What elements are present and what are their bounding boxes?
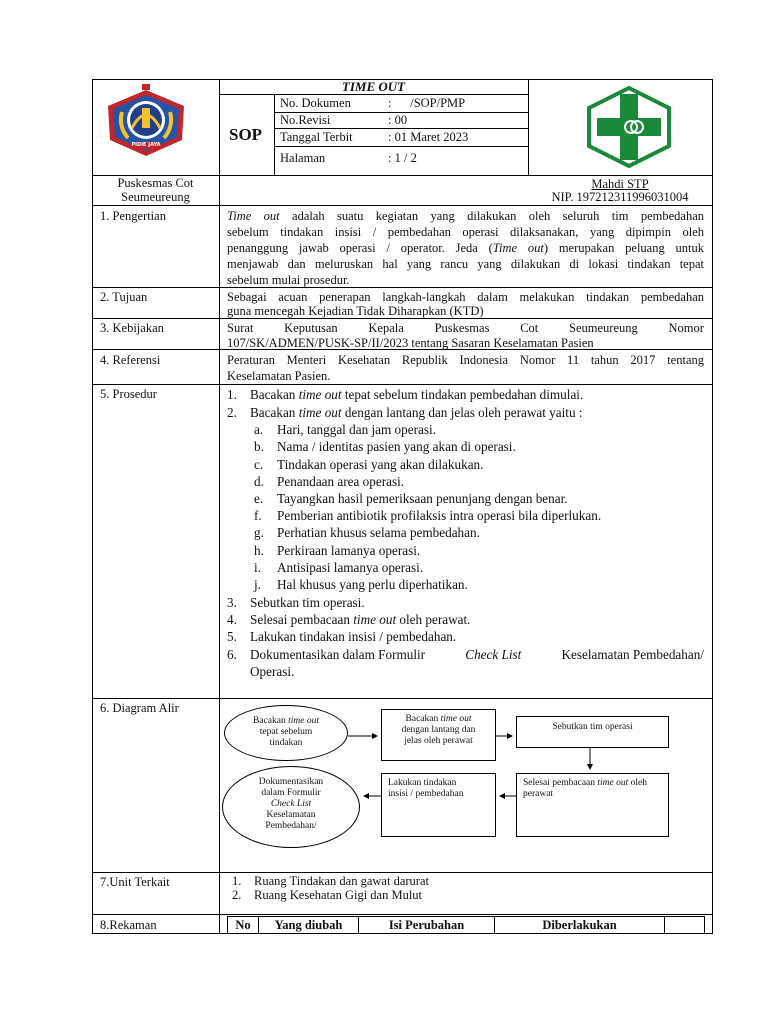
flow-node-start: Bacakan time out tepat sebelum tindakan (224, 705, 348, 761)
section-label-rekaman: 8.Rekaman (100, 918, 157, 932)
flow-node-finish-reading: Selesai pembacaan time out oleh perawat (516, 773, 669, 837)
section-label-prosedur: 5. Prosedur (100, 387, 157, 401)
section-label-pengertian: 1. Pengertian (100, 209, 166, 223)
list-item: a. (254, 422, 264, 437)
section-label-tujuan: 2. Tujuan (100, 290, 148, 304)
section-label-referensi: 4. Referensi (100, 353, 161, 367)
list-item: h. (254, 543, 264, 558)
list-item: b. (254, 439, 264, 454)
section-label-kebijakan: 3. Kebijakan (100, 321, 164, 335)
flow-node-team: Sebutkan tim operasi (516, 716, 669, 748)
flow-node-document: Dokumentasikan dalam Formulir Check List Keselamatan Pembedahan/ (222, 766, 360, 848)
table-header-changed: Yang diubah (274, 918, 343, 932)
list-item: j. (254, 577, 261, 592)
table-header-effective: Diberlakukan (542, 918, 617, 932)
table-header-content: Isi Perubahan (388, 918, 465, 932)
flow-node-incision: Lakukan tindakan insisi / pembedahan (381, 773, 496, 837)
table-header-no: No (235, 918, 251, 932)
signer-name: Mahdi STP (591, 177, 649, 191)
section-label-diagram: 6. Diagram Alir (100, 701, 179, 715)
list-item: d. (254, 474, 264, 489)
org-name-line1: Puskesmas Cot (117, 176, 194, 190)
org-name-line2: Seumeureung (121, 190, 190, 204)
flow-node-read-aloud: Bacakan time out dengan lantang dan jelas oleh perawat (381, 709, 496, 761)
section-label-unit: 7.Unit Terkait (100, 875, 170, 889)
document-title: TIME OUT (341, 79, 406, 94)
list-item: f. (254, 508, 262, 523)
list-item: c. (254, 457, 264, 472)
list-item: i. (254, 560, 261, 575)
list-item: e. (254, 491, 264, 506)
list-item: 2. (232, 888, 242, 902)
signer-nip: NIP. 197212311996031004 (551, 190, 689, 204)
sop-label: SOP (229, 125, 263, 144)
left-logo-text: PIDIE JAYA (131, 142, 161, 148)
list-item: 1. (232, 874, 242, 888)
list-item: g. (254, 525, 264, 540)
